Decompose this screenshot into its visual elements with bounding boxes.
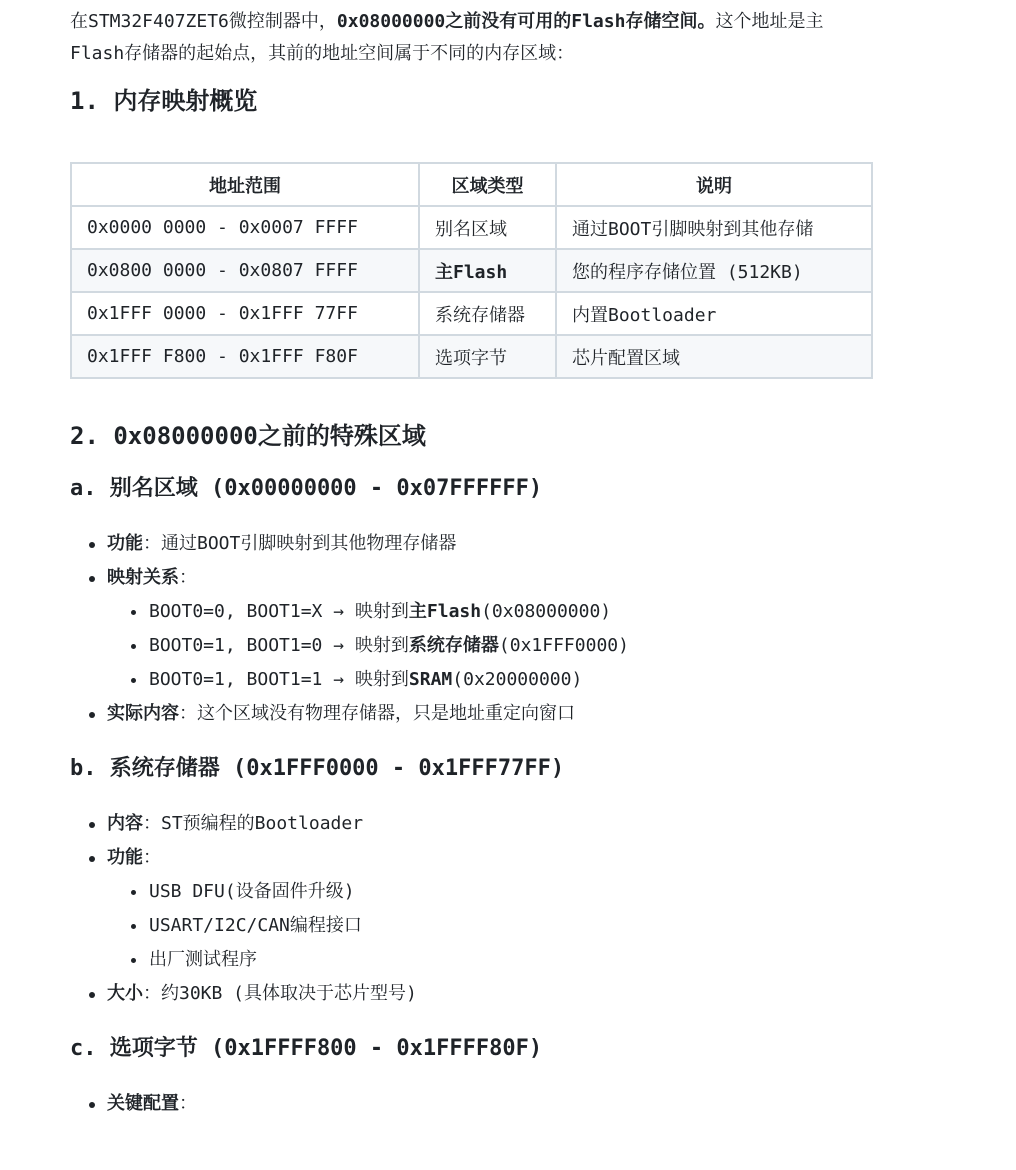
- table-row: [71, 206, 872, 249]
- subsection-b-list: [70, 807, 970, 1011]
- list-item-label: 关键配置: [107, 1093, 179, 1114]
- list-item: USB DFU(设备固件升级): [107, 875, 970, 909]
- table-cell-bold: 主Flash: [435, 261, 508, 283]
- section-1-heading: 1. 内存映射概览: [70, 87, 258, 115]
- table-cell: 选项字节: [419, 335, 556, 378]
- function-sublist: [107, 875, 970, 977]
- subsection-c-list: [70, 1087, 970, 1121]
- list-item-text: ：: [179, 567, 197, 588]
- intro-bold-text: 0x08000000之前没有可用的Flash存储空间。: [336, 11, 716, 32]
- list-item-text: (0x1FFF0000): [498, 635, 629, 656]
- list-item-bold: 主Flash: [408, 601, 482, 622]
- list-item-text: ：: [179, 1093, 197, 1114]
- list-item-text: ：约30KB (具体取决于芯片型号): [143, 983, 417, 1004]
- memory-map-table: [70, 162, 873, 379]
- list-item-text: ：ST预编程的Bootloader: [143, 813, 364, 834]
- list-item-text: ：这个区域没有物理存储器，只是地址重定向窗口: [179, 703, 575, 724]
- list-item: [107, 595, 970, 629]
- list-item-text: ：通过BOOT引脚映射到其他物理存储器: [143, 533, 457, 554]
- list-item-text: BOOT0=1, BOOT1=0 → 映射到: [149, 635, 409, 656]
- list-item: [70, 527, 970, 561]
- table-cell: 内置Bootloader: [556, 292, 872, 335]
- list-item: [70, 841, 970, 977]
- list-item: [70, 697, 970, 731]
- intro-paragraph: [70, 6, 970, 70]
- list-item-text: BOOT0=1, BOOT1=1 → 映射到: [149, 669, 409, 690]
- list-item: [107, 663, 970, 697]
- list-item: USART/I2C/CAN编程接口: [107, 909, 970, 943]
- list-item: [70, 561, 970, 697]
- table-cell: 0x1FFF F800 - 0x1FFF F80F: [71, 335, 419, 378]
- mapping-sublist: [107, 595, 970, 697]
- subsection-b-heading: b. 系统存储器 (0x1FFF0000 - 0x1FFF77FF): [70, 756, 565, 781]
- table-cell: 0x0000 0000 - 0x0007 FFFF: [71, 206, 419, 249]
- list-item-bold: SRAM: [408, 669, 453, 690]
- intro-text-2: 这个地址是主: [715, 11, 824, 32]
- list-item-label: 功能: [107, 847, 143, 868]
- list-item-bold: 系统存储器: [408, 635, 499, 656]
- intro-text-3: Flash存储器的起始点，其前的地址空间属于不同的内存区域：: [70, 43, 575, 64]
- table-header-address: 地址范围: [71, 163, 419, 206]
- list-item-label: 内容: [107, 813, 143, 834]
- table-row: [71, 335, 872, 378]
- table-cell: 别名区域: [419, 206, 556, 249]
- table-cell: 芯片配置区域: [556, 335, 872, 378]
- table-header-row: [71, 163, 872, 206]
- list-item: [70, 977, 970, 1011]
- list-item: 出厂测试程序: [107, 943, 970, 977]
- list-item-text: (0x20000000): [452, 669, 583, 690]
- table-header-desc: 说明: [556, 163, 872, 206]
- intro-text-1: 在STM32F407ZET6微控制器中，: [70, 11, 337, 32]
- table-cell: 系统存储器: [419, 292, 556, 335]
- section-2-heading: 2. 0x08000000之前的特殊区域: [70, 422, 426, 450]
- table-row: [71, 292, 872, 335]
- list-item-text: (0x08000000): [481, 601, 612, 622]
- table-cell: 0x0800 0000 - 0x0807 FFFF: [71, 249, 419, 292]
- table-cell: 通过BOOT引脚映射到其他存储: [556, 206, 872, 249]
- subsection-a-list: [70, 527, 970, 731]
- list-item-label: 实际内容: [107, 703, 179, 724]
- table-cell: [419, 249, 556, 292]
- list-item-label: 功能: [107, 533, 143, 554]
- subsection-c-heading: c. 选项字节 (0x1FFFF800 - 0x1FFFF80F): [70, 1036, 543, 1061]
- list-item-text: BOOT0=0, BOOT1=X → 映射到: [149, 601, 409, 622]
- list-item-label: 映射关系: [107, 567, 179, 588]
- list-item: [107, 629, 970, 663]
- table-row: [71, 249, 872, 292]
- list-item: [70, 1087, 970, 1121]
- list-item-label: 大小: [107, 983, 143, 1004]
- document-body: [70, 6, 970, 1121]
- subsection-a-heading: a. 别名区域 (0x00000000 - 0x07FFFFFF): [70, 476, 543, 501]
- table-cell: 您的程序存储位置 (512KB): [556, 249, 872, 292]
- table-header-type: 区域类型: [419, 163, 556, 206]
- list-item-text: ：: [143, 847, 161, 868]
- table-cell: 0x1FFF 0000 - 0x1FFF 77FF: [71, 292, 419, 335]
- list-item: [70, 807, 970, 841]
